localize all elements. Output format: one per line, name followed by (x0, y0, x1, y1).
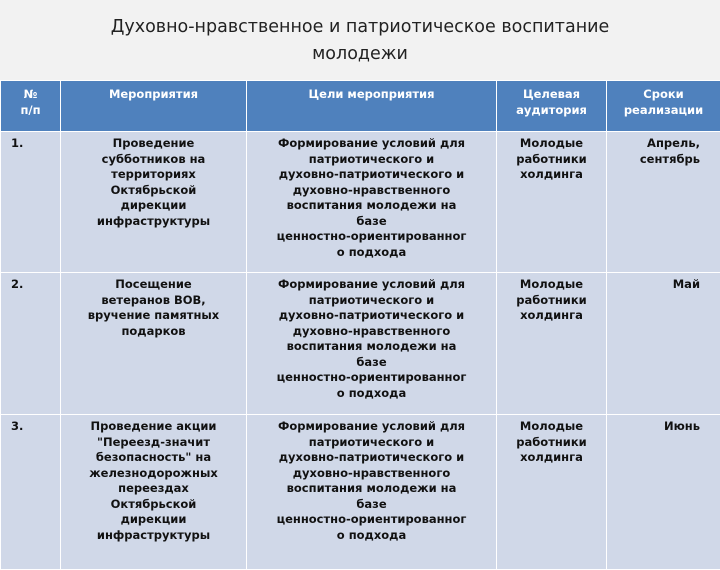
header-audience: Целевая аудитория (497, 81, 607, 132)
row-period: Июнь (607, 415, 720, 570)
row-number: 2. (1, 273, 61, 415)
table-row (1, 273, 720, 415)
table-row (1, 132, 720, 273)
row-period: Май (607, 273, 720, 415)
row-audience: Молодые работники холдинга (497, 132, 607, 273)
header-number: № п/п (1, 81, 61, 132)
row-period: Апрель, сентябрь (607, 132, 720, 273)
header-events: Мероприятия (61, 81, 247, 132)
row-goal: Формирование условий для патриотического и духовно-патриотического и духовно-нравственного воспитания молодежи на базе ценностно-ориентированног о подхода (247, 132, 497, 273)
header-goals: Цели мероприятия (247, 81, 497, 132)
row-event: Проведение акции "Переезд-значит безопасность" на железнодорожных переездах Октябрьской дирекции инфраструктуры (61, 415, 247, 570)
slide-title: Духовно-нравственное и патриотическое воспитание молодежи (60, 14, 660, 68)
row-audience: Молодые работники холдинга (497, 273, 607, 415)
row-number: 3. (1, 415, 61, 570)
row-audience: Молодые работники холдинга (497, 415, 607, 570)
row-number: 1. (1, 132, 61, 273)
row-goal: Формирование условий для патриотического и духовно-патриотического и духовно-нравственного воспитания молодежи на базе ценностно-ориентированног о подхода (247, 273, 497, 415)
table-row (1, 415, 720, 570)
events-table (0, 80, 720, 570)
row-event: Проведение субботников на территориях Октябрьской дирекции инфраструктуры (61, 132, 247, 273)
table-header-row (1, 81, 720, 132)
row-goal: Формирование условий для патриотического и духовно-патриотического и духовно-нравственного воспитания молодежи на базе ценностно-ориентированног о подхода (247, 415, 497, 570)
row-event: Посещение ветеранов ВОВ, вручение памятных подарков (61, 273, 247, 415)
header-period: Сроки реализации (607, 81, 720, 132)
